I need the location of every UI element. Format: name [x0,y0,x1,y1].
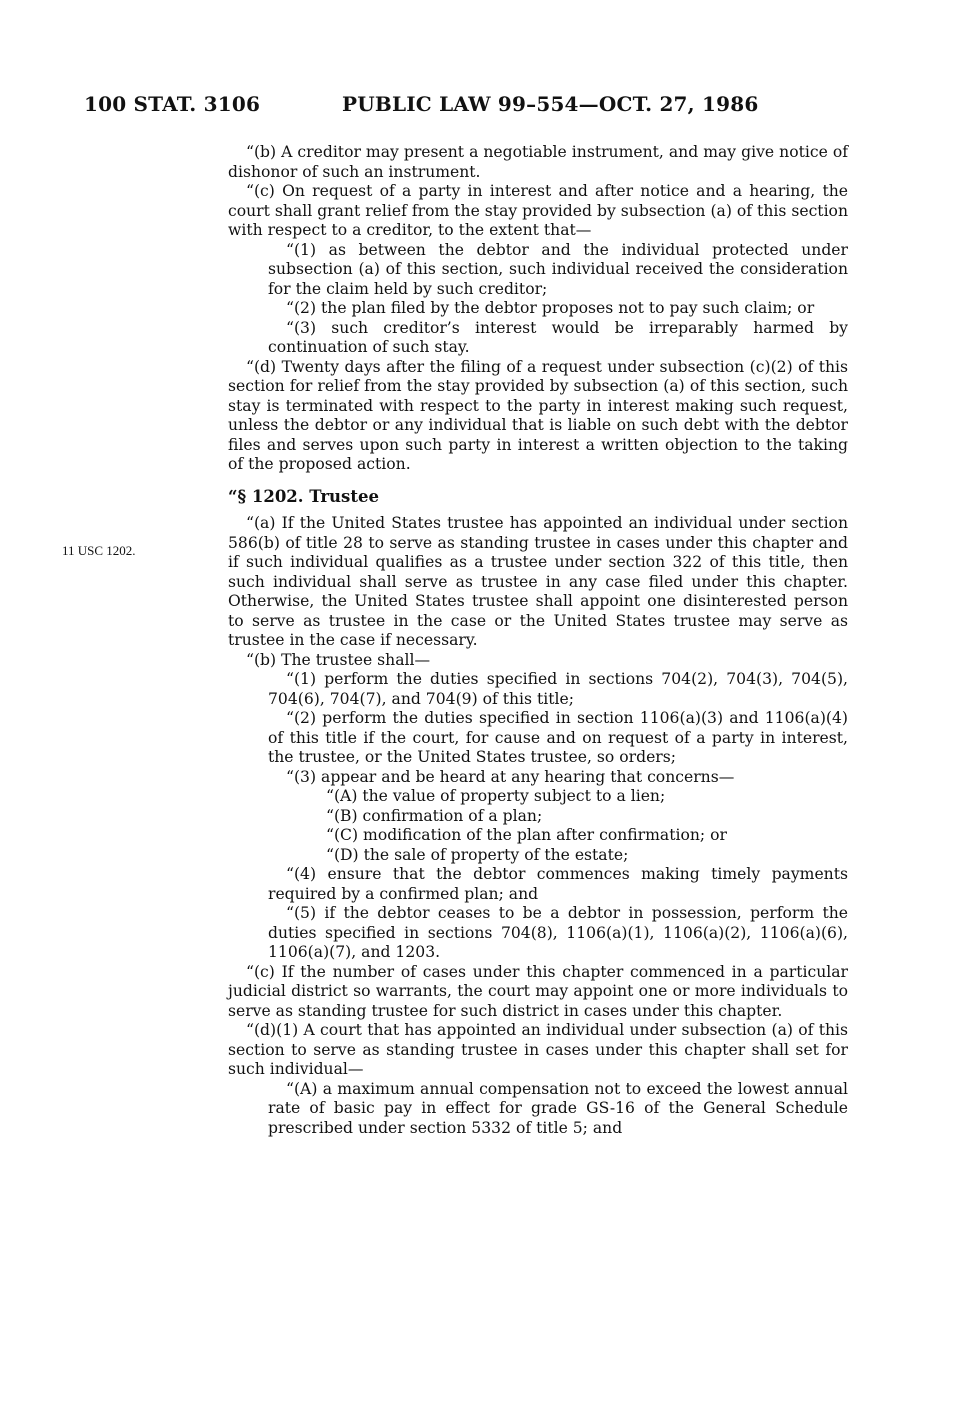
trustee-subsection-c: “(c) If the number of cases under this chapter commenced in a particular judicial district so warrants, the court may appoint one or more individuals to serve as standing trustee for such district in cases under this chapter. [228,962,848,1020]
stat-reference: 100 STAT. 3106 [84,92,261,116]
trustee-subparagraph-d1A: “(A) a maximum annual compensation not to exceed the lowest annual rate of basic pay in effect for grade GS-16 of the General Schedule prescribed under section 5332 of title 5; and [268,1079,848,1137]
trustee-subsection-a: “(a) If the United States trustee has appointed an individual under section 586(b) of title 28 to serve as standing trustee in cases under this chapter and if such individual qualifies as a trustee under section 322 of this title, then such individual shall serve as trustee in any case filed under this chapter. Otherwise, the United States trustee shall appoint one disinterested person to serve as trustee in the case or the United States trustee may serve as trustee in the case if necessary. [228,514,848,649]
subsection-d: “(d) Twenty days after the filing of a request under subsection (c)(2) of this section for relief from the stay provided by subsection (a) of this section, such stay is terminated with respect to the party in interest making such request, unless the debtor or any individual that is liable on such debt with the debtor files and serves upon such party in interest a written objection to the taking of the proposed action. [228,357,848,473]
trustee-paragraph-b3: “(3) appear and be heard at any hearing that concerns— [286,767,735,786]
trustee-subsection-d1: “(d)(1) A court that has appointed an individual under subsection (a) of this section to serve as standing trustee in cases under this chapter shall set for such individual— [228,1021,848,1078]
trustee-subparagraph-b3A: “(A) the value of property subject to a lien; [326,787,666,805]
trustee-subparagraph-b3C: “(C) modification of the plan after confirmation; or [326,826,727,844]
paragraph-c2: “(2) the plan filed by the debtor proposes not to pay such claim; or [286,299,815,317]
trustee-subparagraph-b3B: “(B) confirmation of a plan; [326,806,543,825]
subsection-b: “(b) A creditor may present a negotiable instrument, and may give notice of dishonor of such an instrument. [228,143,848,181]
paragraph-c3: “(3) such creditor’s interest would be irreparably harmed by continuation of such stay. [268,318,848,356]
page-header [84,92,854,126]
trustee-paragraph-b4: “(4) ensure that the debtor commences making timely payments required by a confirmed plan; and [268,865,848,903]
trustee-subparagraph-b3D: “(D) the sale of property of the estate; [326,845,629,864]
trustee-paragraph-b5: “(5) if the debtor ceases to be a debtor in possession, perform the duties specified in sections 704(8), 1106(a)(1), 1106(a)(2), 1106(a)(6), 1106(a)(7), and 1203. [268,904,848,961]
trustee-subsection-b: “(b) The trustee shall— [246,650,431,669]
statute-text [228,143,848,1138]
trustee-paragraph-b1: “(1) perform the duties specified in sections 704(2), 704(3), 704(5), 704(6), 704(7), and 704(9) of this title; [268,670,848,708]
margin-citation: 11 USC 1202. [62,543,136,558]
law-reference: PUBLIC LAW 99–554—OCT. 27, 1986 [342,92,759,116]
subsection-c: “(c) On request of a party in interest and after notice and a hearing, the court shall grant relief from the stay provided by subsection (a) of this section with respect to a creditor, to the extent that— [228,182,848,239]
trustee-paragraph-b2: “(2) perform the duties specified in section 1106(a)(3) and 1106(a)(4) of this title if the court, for cause and on request of a party in interest, the trustee, or the United States trustee, so orders; [268,709,848,766]
section-heading-1202: “§ 1202. Trustee [228,486,379,506]
paragraph-c1: “(1) as between the debtor and the individual protected under subsection (a) of this section, such individual received the consideration for the claim held by such creditor; [268,240,848,298]
